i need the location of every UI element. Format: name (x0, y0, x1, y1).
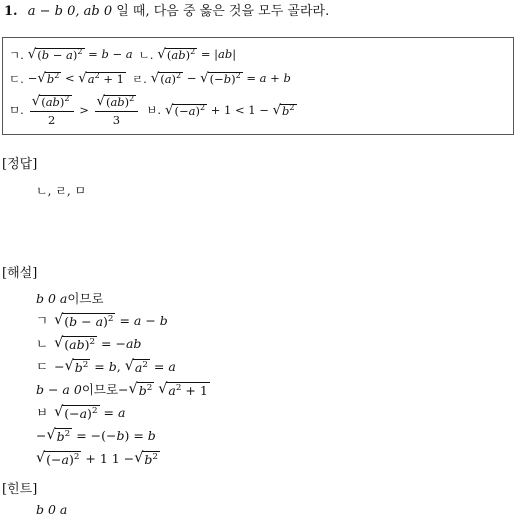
question-text: 일 때, 다음 중 옳은 것을 모두 골라라. (112, 4, 330, 19)
explanation-header: [해설] (2, 266, 38, 281)
option-label-g: ㄱ. (9, 48, 24, 62)
explanation-line-b: ㅂ √ $(-a)^2$ = a (36, 404, 126, 421)
answer-value: ㄴ, ㄹ, ㅁ (36, 184, 87, 198)
option-g-expression: √ $(b - a)^2$ = b − a (27, 47, 133, 63)
explanation-line-g: ㄱ √ $(b - a)^2$ = a − b (36, 312, 168, 329)
option-n-expression: √ (ab)$^2$ = |ab| (157, 47, 237, 63)
explanation-l1-math: b 0 a (36, 291, 68, 306)
options-box (2, 37, 514, 135)
question-number: 1. (4, 4, 18, 19)
option-label-d: ㄷ. (9, 72, 24, 86)
explanation-line-b3: √ $(-a)^2$ + 1 1 − √ $b^2$ (36, 450, 158, 467)
explanation-l1-suffix: 이므로 (67, 291, 104, 306)
option-label-n: ㄴ. (138, 48, 154, 62)
option-label-m: ㅁ. (9, 103, 24, 118)
hint-header: [힌트] (2, 482, 38, 497)
explanation-r-mid: 이므로 (81, 382, 119, 397)
question-line (4, 3, 329, 21)
explanation-d-label: ㄷ (36, 359, 49, 374)
explanation-n-label: ㄴ (36, 336, 49, 351)
option-label-b: ㅂ. (146, 103, 162, 118)
explanation-line-1 (36, 291, 104, 307)
options-row-2 (9, 71, 291, 87)
options-row-3 (9, 94, 297, 127)
explanation-b-label: ㅂ (36, 405, 49, 420)
explanation-line-b2: − √ $b^2$ = −(− b ) = b (36, 427, 156, 444)
question-condition: a − b 0, ab 0 (27, 4, 113, 19)
explanation-line-d: ㄷ − √ $b^2$ = b , √ $a^2$ = a (36, 358, 176, 375)
explanation-line-r: b − a 0 이므로 − √ $b^2$ √ $a^2 + 1$ (36, 381, 208, 398)
option-d-expression: − √ $b^2$ < √ $a^2 + 1$ (27, 71, 124, 87)
explanation-r-prefix: b − a 0 (36, 382, 82, 397)
explanation-g-label: ㄱ (36, 313, 49, 328)
option-b-expression: √ $(-a)^2$ + 1 < 1 − √ $b^2$ (165, 102, 295, 118)
explanation-line-n: ㄴ √ (ab)$^2$ = − ab (36, 335, 142, 352)
hint-text: b 0 a (36, 502, 68, 517)
options-row-1 (9, 47, 236, 63)
answer-header: [정답] (2, 157, 38, 172)
option-label-r: ㄹ. (131, 72, 147, 86)
option-r-expression: √ $(a)^2$ − √ $(-b)^2$ = a + b (150, 71, 291, 87)
option-m-expression: √ (ab)$^2$ 2 > √ (ab)$^2$ 3 (28, 94, 141, 127)
